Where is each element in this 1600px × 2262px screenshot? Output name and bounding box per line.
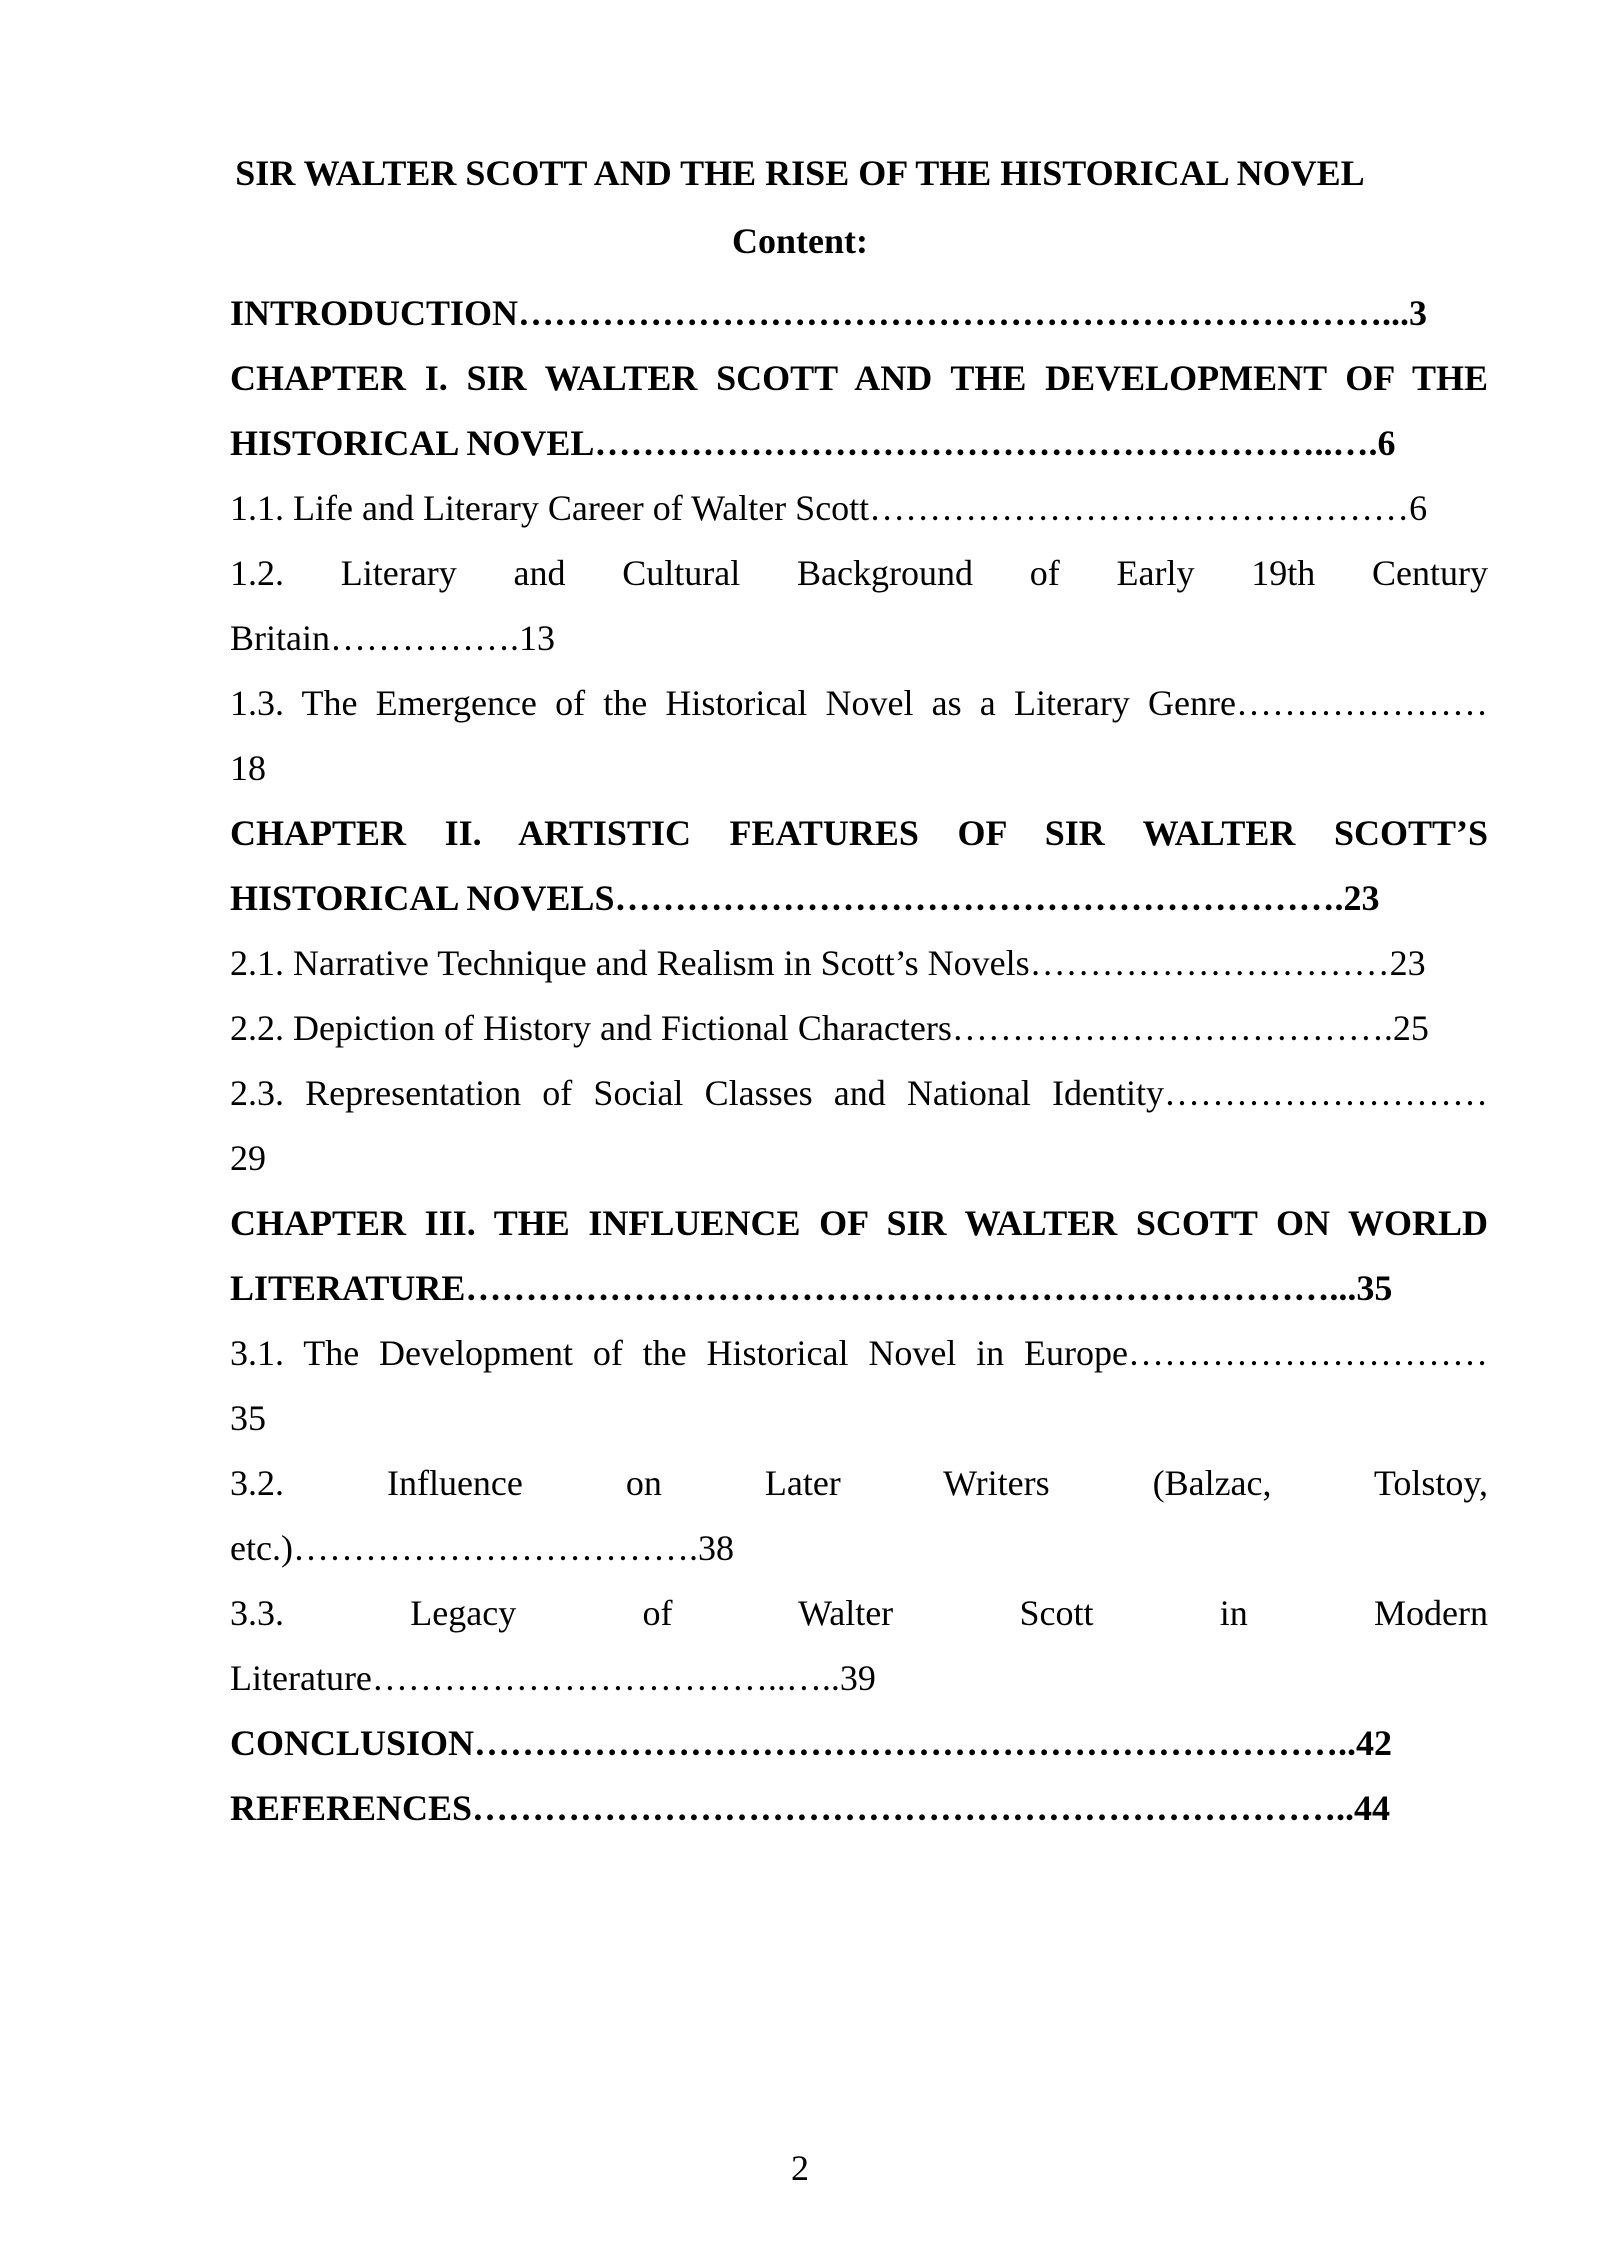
table-of-contents <box>230 281 1488 1841</box>
toc-entry-section-3-2-line-1: 3.2. Influence on Later Writers (Balzac, Tolstoy, <box>230 1463 1488 1503</box>
toc-entry-section-2-1: 2.1. Narrative Technique and Realism in Scott’s Novels…………………………23 <box>230 943 1426 983</box>
toc-entry-conclusion: CONCLUSION………………………………………………………………..42 <box>230 1723 1393 1763</box>
toc-entry-section-2-3-line-1: 2.3. Representation of Social Classes and National Identity……………………… <box>230 1073 1488 1113</box>
toc-entry-section-3-3-line-2: Literature……………………………..…..39 <box>230 1658 876 1698</box>
toc-entry-chapter-3-line-2: LITERATURE………………………………………………………………...35 <box>230 1268 1393 1308</box>
toc-entry-section-2-2: 2.2. Depiction of History and Fictional Characters……………………………….25 <box>230 1008 1429 1048</box>
toc-entry-section-3-1-line-1: 3.1. The Development of the Historical Novel in Europe………………………… <box>230 1333 1488 1373</box>
toc-entry-section-1-3-line-1: 1.3. The Emergence of the Historical Novel as a Literary Genre………………… <box>230 683 1488 723</box>
toc-entry-section-1-3-line-2: 18 <box>230 748 266 788</box>
toc-entry-section-3-2-line-2: etc.)…………………………….38 <box>230 1528 734 1568</box>
toc-entry-section-2-3-line-2: 29 <box>230 1138 266 1178</box>
document-title: SIR WALTER SCOTT AND THE RISE OF THE HISTORICAL NOVEL <box>235 153 1365 193</box>
toc-entry-section-1-1: 1.1. Life and Literary Career of Walter Scott………………………………………6 <box>230 488 1428 528</box>
toc-entry-section-1-2-line-2: Britain…………….13 <box>230 618 555 658</box>
toc-entry-references: REFERENCES………………………………………………………………..44 <box>230 1788 1391 1828</box>
toc-entry-chapter-2-line-1: CHAPTER II. ARTISTIC FEATURES OF SIR WALTER SCOTT’S <box>230 813 1488 853</box>
page-number: 2 <box>791 2148 809 2188</box>
toc-entry-section-3-3-line-1: 3.3. Legacy of Walter Scott in Modern <box>230 1593 1488 1633</box>
toc-entry-section-3-1-line-2: 35 <box>230 1398 266 1438</box>
toc-entry-chapter-1-line-1: CHAPTER I. SIR WALTER SCOTT AND THE DEVELOPMENT OF THE <box>230 358 1488 398</box>
contents-heading: Content: <box>732 221 868 261</box>
toc-entry-introduction: INTRODUCTION………………………………………………………………...3 <box>230 293 1428 333</box>
toc-entry-chapter-1-line-2: HISTORICAL NOVEL……………………………………………………..….6 <box>230 423 1396 463</box>
toc-entry-section-1-2-line-1: 1.2. Literary and Cultural Background of Early 19th Century <box>230 553 1488 593</box>
toc-entry-chapter-3-line-1: CHAPTER III. THE INFLUENCE OF SIR WALTER SCOTT ON WORLD <box>230 1203 1488 1243</box>
toc-entry-chapter-2-line-2: HISTORICAL NOVELS…………………………………………………….23 <box>230 878 1380 918</box>
